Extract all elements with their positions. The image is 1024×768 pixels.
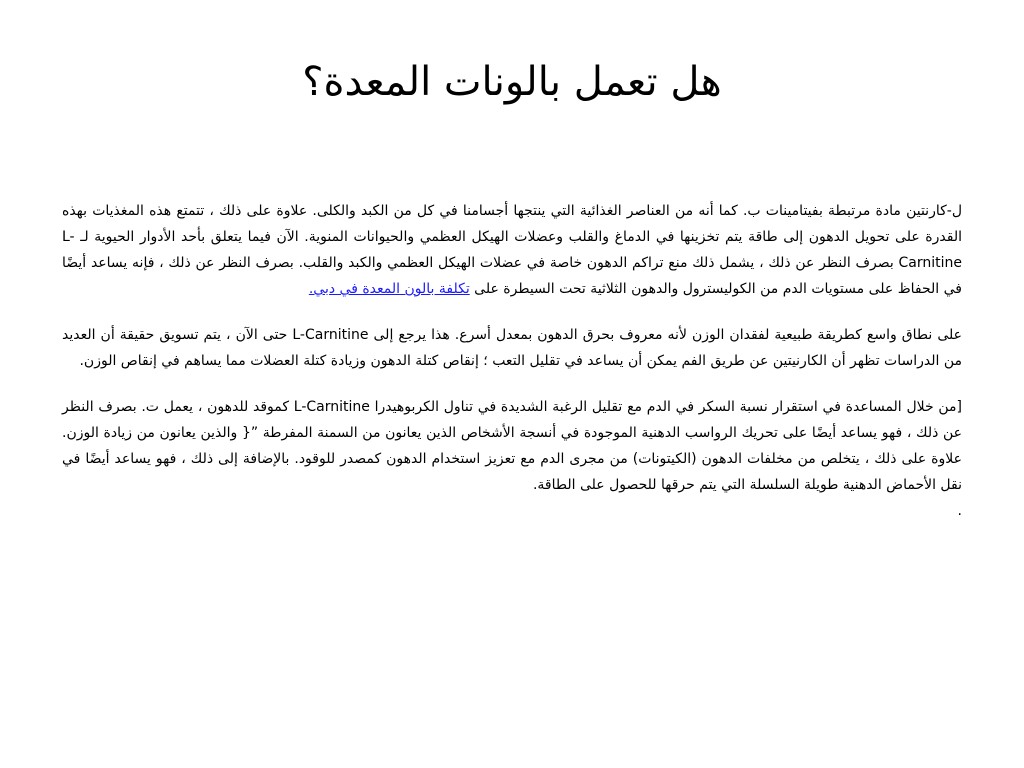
paragraph-3: [من خلال المساعدة في استقرار نسبة السكر في الدم مع تقليل الرغبة الشديدة في تناول الكربوهيدرا L-Carnitine كموقد للدهون ، يعمل ت. بصرف النظر عن ذلك ، فهو يساعد أيضًا على تحريك الرواسب الدهنية الموجودة في أنسجة الأشخاص الذين يعانون من السمنة المفرطة ”{ والذين يعانون من زيادة الوزن. علاوة على ذلك ، يتخلص من مخلفات الدهون (الكيتونات) من مجرى الدم مع تعزيز استخدام الدهون كمصدر للوقود. بالإضافة إلى ذلك ، فهو يساعد أيضًا في نقل الأحماض الدهنية طويلة السلسلة التي يتم حرقها للحصول على الطاقة. xyxy=(62,399,962,493)
paragraph-2: على نطاق واسع كطريقة طبيعية لفقدان الوزن لأنه معروف بحرق الدهون بمعدل أسرع. هذا يرجع إلى L-Carnitine حتى الآن ، يتم تسويق حقيقة أن العديد من الدراسات تظهر أن الكارنيتين عن طريق الفم يمكن أن يساعد في تقليل التعب ؛ إنقاص كتلة الدهون وزيادة كتلة العضلات مما يساهم في إنقاص الوزن. xyxy=(62,327,962,369)
trailing-dot: . xyxy=(957,503,962,519)
paragraph-1 xyxy=(62,198,962,302)
gastric-balloon-cost-link[interactable]: تكلفة بالون المعدة في دبي. xyxy=(308,281,470,297)
paragraph-1-text: ل-كارنتين مادة مرتبطة بفيتامينات ب. كما أنه من العناصر الغذائية التي ينتجها أجسامنا في كل من الكبد والكلى. علاوة على ذلك ، تتمتع هذه المغذيات بهذه القدرة على تحويل الدهون إلى طاقة يتم تخزينها في الدماغ والقلب وعضلات الهيكل العظمي والحيوانات المنوية. الآن فيما يتعلق بأحد الأدوار الحيوية لـ L-Carnitine بصرف النظر عن ذلك ، يشمل ذلك منع تراكم الدهون خاصة في عضلات الهيكل العظمي والكبد والقلب. بصرف النظر عن ذلك ، فإنه يساعد أيضًا في الحفاظ على مستويات الدم من الكوليسترول والدهون الثلاثية تحت السيطرة على xyxy=(62,203,962,297)
slide-body xyxy=(62,198,962,524)
slide-title: هل تعمل بالونات المعدة؟ xyxy=(302,59,722,105)
